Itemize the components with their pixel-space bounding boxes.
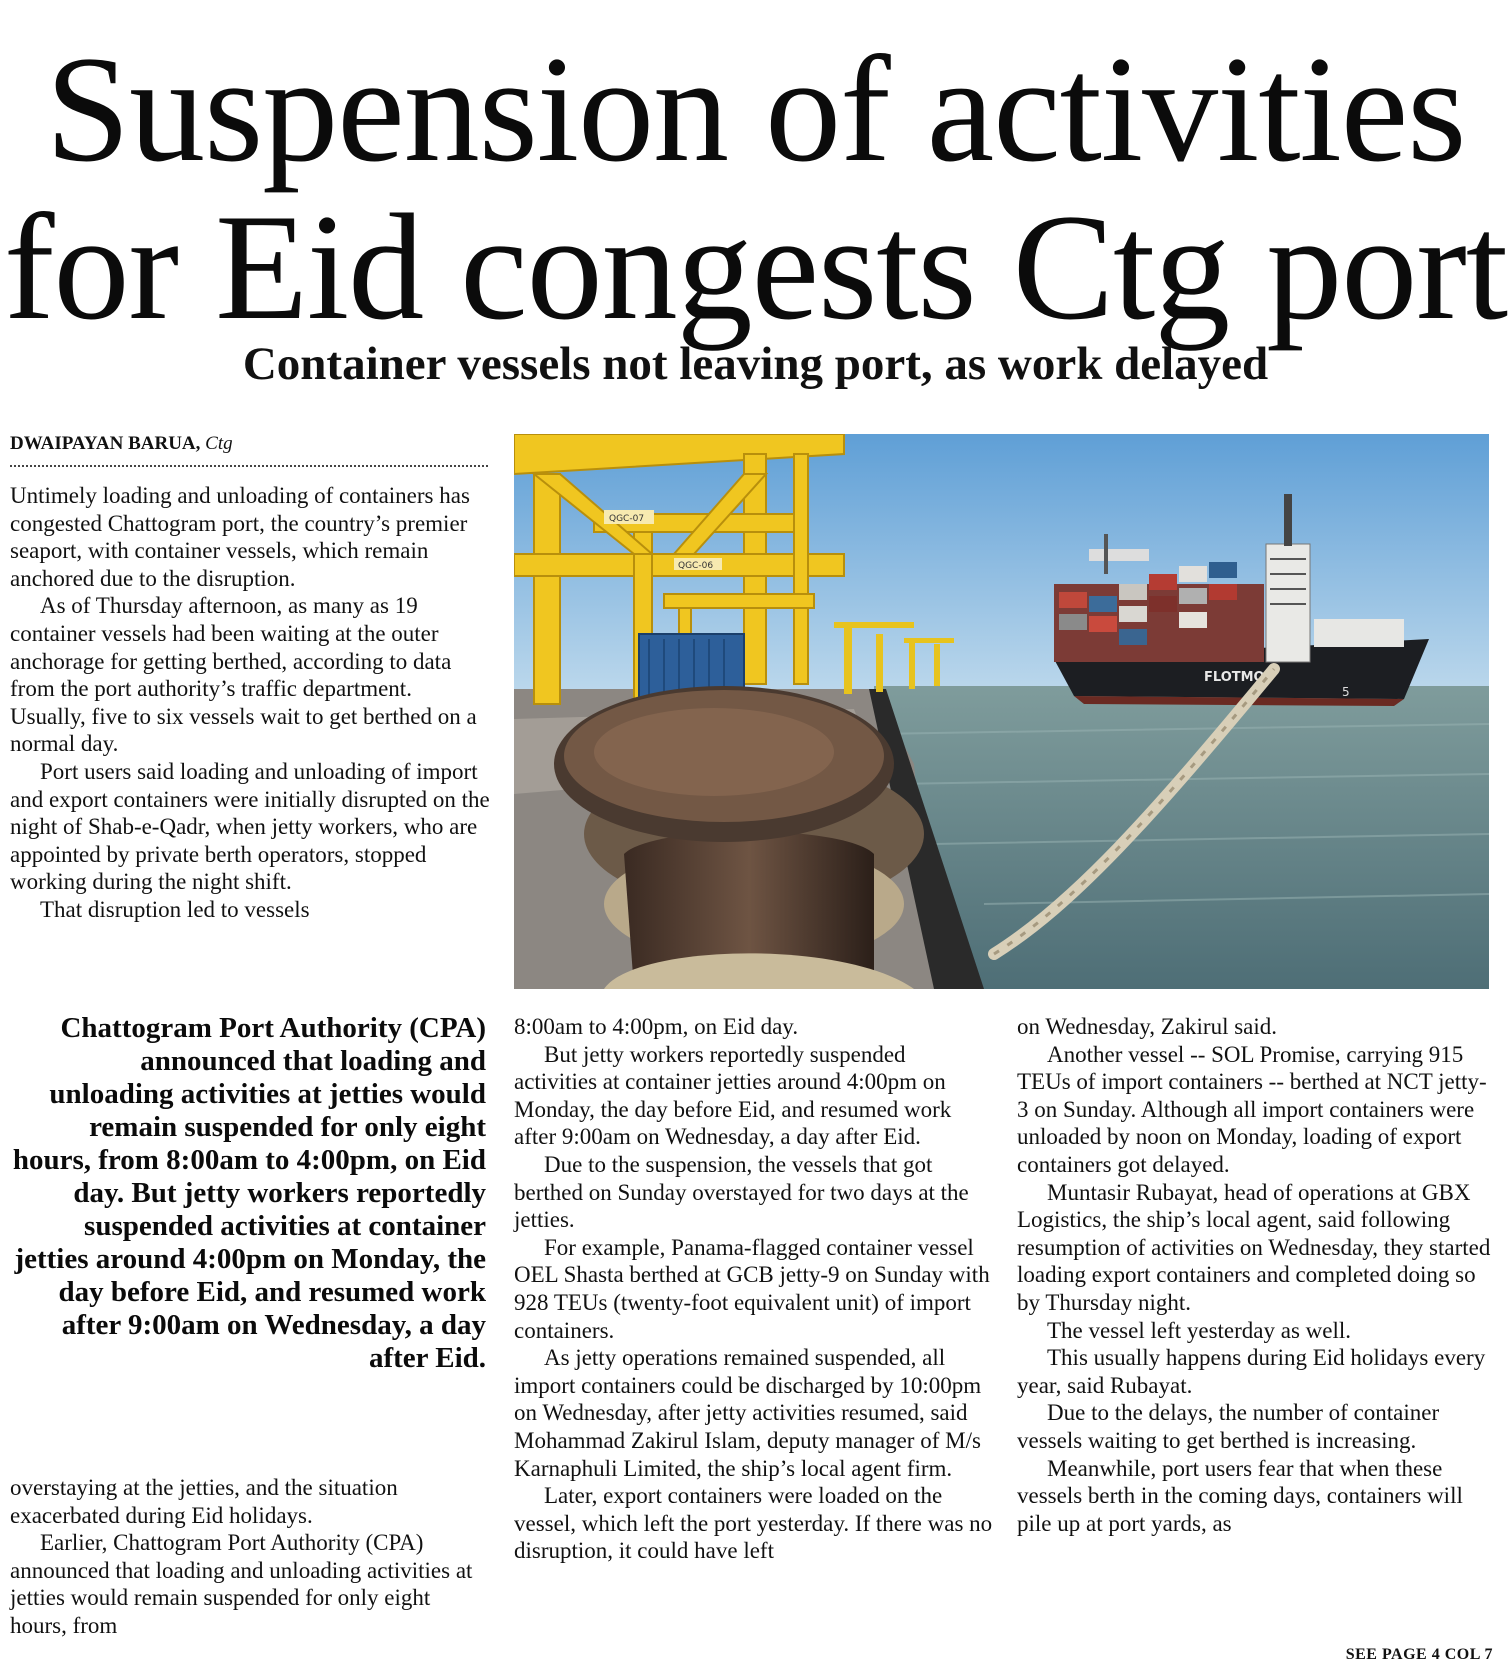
paragraph: Later, export containers were loaded on the vessel, which left the port yesterday. If there was no disruption, it could have left [514, 1483, 993, 1564]
crane-label: QGC-07 [609, 514, 645, 524]
crane-label: QGC-06 [678, 561, 714, 571]
paragraph: That disruption led to vessels [40, 896, 310, 922]
article-column-1-top [10, 482, 490, 924]
subheadline: Container vessels not leaving port, as work delayed [242, 338, 1269, 390]
paragraph: Earlier, Chattogram Port Authority (CPA) announced that loading and unloading activities at jetties would remain suspended for only eight hours, from [10, 1530, 473, 1638]
byline [10, 432, 488, 467]
paragraph: But jetty workers reportedly suspended activities at container jetties around 4:00pm on Monday, the day before Eid, and resumed work after 9:00am on Wednesday, a day after Eid. [514, 1041, 952, 1150]
byline-author: DWAIPAYAN BARUA, [10, 433, 201, 454]
byline-location: Ctg [205, 433, 233, 454]
jump-line[interactable]: SEE PAGE 4 COL 7 [1345, 1646, 1493, 1663]
article-column-2 [514, 1013, 994, 1565]
paragraph: Due to the delays, the number of container vessels waiting to get berthed is increasing. [1017, 1400, 1440, 1453]
paragraph: on Wednesday, Zakirul said. [1017, 1014, 1278, 1039]
headline [0, 25, 1511, 351]
paragraph: Muntasir Rubayat, head of operations at GBX Logistics, the ship’s local agent, said following resumption of activities on Wednesday, they started loading export containers and completed doing so by Thursday night. [1017, 1179, 1491, 1315]
ship-bow-mark: 5 [1342, 685, 1350, 699]
ship-name: FLOTMO [1204, 670, 1265, 685]
paragraph: This usually happens during Eid holidays every year, said Rubayat. [1017, 1345, 1486, 1398]
headline-line-2: for Eid congests Ctg port [3, 183, 1508, 351]
paragraph: Another vessel -- SOL Promise, carrying 915 TEUs of import containers -- berthed at NCT jetty-3 on Sunday. Although all import containers were unloaded by noon on Monday, loading of export containers got delayed. [1017, 1041, 1487, 1177]
paragraph: Port users said loading and unloading of import and export containers were initially disrupted on the night of Shab-e-Qadr, when jetty workers, who are appointed by private berth operators, stopped working during the night shift. [10, 758, 490, 895]
port-photo [514, 434, 1489, 989]
article-column-1-bottom [10, 1474, 490, 1640]
paragraph: Meanwhile, port users fear that when these vessels berth in the coming days, containers will pile up at port yards, as [1017, 1455, 1463, 1536]
paragraph: As of Thursday afternoon, as many as 19 container vessels had been waiting at the outer anchorage for getting berthed, according to data from the port authority’s traffic department. Usually, five to six vessels wait to get berthed on a normal day. [10, 593, 477, 757]
headline-line-1: Suspension of activities [45, 25, 1466, 193]
paragraph: As jetty operations remained suspended, all import containers could be discharged by 10:00pm on Wednesday, after jetty activities resumed, said Mohammad Zakirul Islam, deputy manager of M/s Karnaphuli Limited, the ship’s local agent firm. [514, 1345, 982, 1481]
paragraph: Untimely loading and unloading of containers has congested Chattogram port, the country’s premier seaport, with container vessels, which remain anchored due to the disruption. [10, 483, 470, 591]
article-column-3 [1017, 1013, 1497, 1537]
paragraph: 8:00am to 4:00pm, on Eid day. [514, 1014, 799, 1039]
paragraph: For example, Panama-flagged container vessel OEL Shasta berthed at GCB jetty-9 on Sunday with 928 TEUs (twenty-foot equivalent unit) of import containers. [514, 1234, 990, 1343]
paragraph: Due to the suspension, the vessels that got berthed on Sunday overstayed for two days at the jetties. [514, 1151, 969, 1233]
paragraph: The vessel left yesterday as well. [1047, 1317, 1351, 1343]
pull-quote: Chattogram Port Authority (CPA) announced that loading and unloading activities at jetties would remain suspended for only eight hours, from 8:00am to 4:00pm, on Eid day. But jetty workers reportedly suspended activities at container jetties around 4:00pm on Monday, the day before Eid, and resumed work after 9:00am on Wednesday, a day after Eid. [12, 1012, 486, 1374]
paragraph: overstaying at the jetties, and the situation exacerbated during Eid holidays. [10, 1475, 398, 1528]
